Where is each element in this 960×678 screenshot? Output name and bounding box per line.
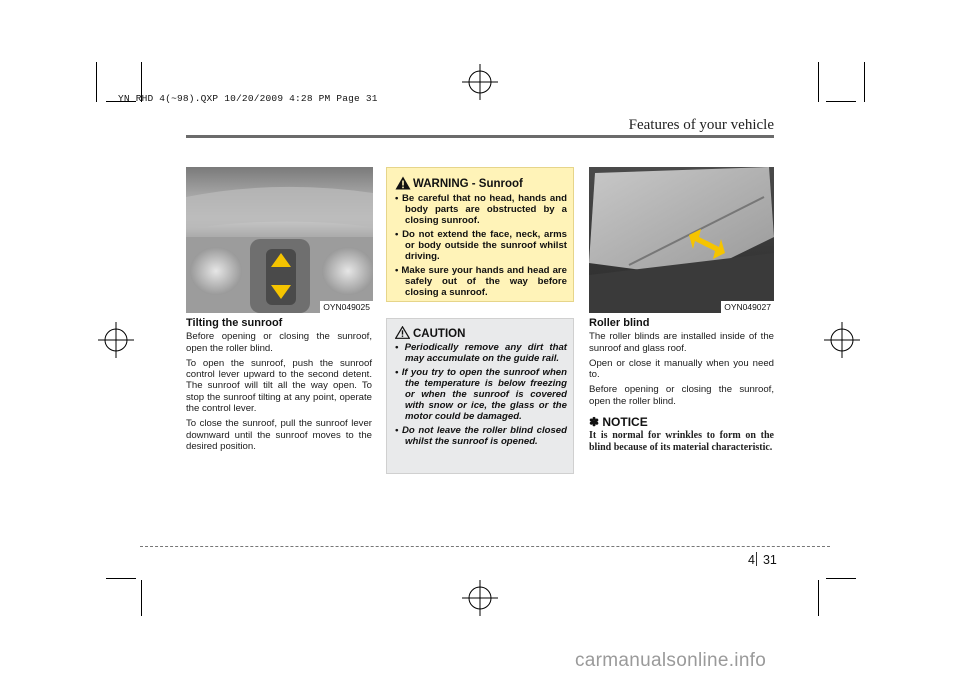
roller-blind-photo	[589, 167, 774, 313]
paragraph: To close the sunroof, pull the sunroof lever downward until the sunroof moves to the desired position.	[186, 418, 372, 452]
file-header: YN RHD 4(~98).QXP 10/20/2009 4:28 PM Page 31	[118, 93, 378, 104]
warning-list	[395, 193, 567, 301]
caution-item: • If you try to open the sunroof when the temperature is below freezing or when the sunroof is covered with snow or ice, the glass or the motor could be damaged.	[395, 367, 567, 422]
crop-mark	[106, 578, 136, 579]
right-column-text	[589, 318, 774, 453]
paragraph: Before opening or closing the sunroof, open the roller blind.	[589, 384, 774, 407]
paragraph: Open or close it manually when you need to.	[589, 357, 774, 381]
crop-mark	[818, 580, 819, 616]
footer-rule	[140, 546, 830, 547]
paragraph: Before opening or closing the sunroof, open the roller blind.	[186, 331, 372, 354]
tilting-sunroof-heading: Tilting the sunroof	[186, 317, 283, 329]
sunroof-control-photo	[186, 167, 373, 313]
warning-icon	[395, 176, 411, 190]
caution-box	[386, 318, 574, 474]
warning-title: WARNING - Sunroof	[413, 178, 523, 190]
page-number-separator	[756, 552, 757, 566]
paragraph: The roller blinds are installed inside of the sunroof and glass roof.	[589, 331, 774, 354]
caution-item: • Periodically remove any dirt that may accumulate on the guide rail.	[395, 342, 567, 364]
crop-mark	[818, 62, 819, 102]
notice-title: ✽ NOTICE	[589, 415, 648, 430]
crop-mark	[864, 62, 865, 102]
left-column-text	[186, 318, 372, 456]
section-title: Features of your vehicle	[628, 117, 774, 133]
registration-mark-icon	[460, 62, 500, 102]
registration-mark-icon	[460, 578, 500, 618]
photo-label: OYN049025	[320, 301, 373, 313]
caution-icon	[395, 326, 410, 339]
caution-item: • Do not leave the roller blind closed whilst the sunroof is opened.	[395, 425, 567, 447]
paragraph: To open the sunroof, push the sunroof control lever upward to the second detent. The sunroof will tilt all the way open. To stop the sunroof tilting at any point, operate the control lever.	[186, 357, 372, 415]
crop-mark	[826, 101, 856, 102]
sunroof-control-illustration	[186, 167, 373, 313]
caution-list	[395, 342, 567, 450]
warning-item: • Be careful that no head, hands and body parts are obstructed by a closing sunroof.	[395, 193, 567, 226]
roller-blind-heading: Roller blind	[589, 317, 650, 329]
warning-item: • Do not extend the face, neck, arms or body outside the sunroof whilst driving.	[395, 229, 567, 262]
warning-item: • Make sure your hands and head are safely out of the way before closing a sunroof.	[395, 265, 567, 298]
roller-blind-illustration	[589, 167, 774, 313]
registration-mark-icon	[822, 320, 862, 360]
photo-label: OYN049027	[721, 301, 774, 313]
watermark: carmanualsonline.info	[575, 650, 767, 671]
registration-mark-icon	[96, 320, 136, 360]
crop-mark	[96, 62, 97, 102]
crop-mark	[826, 578, 856, 579]
page-number	[748, 553, 777, 567]
warning-box	[386, 167, 574, 302]
crop-mark	[141, 580, 142, 616]
page-number-value: 31	[762, 553, 777, 567]
caution-title: CAUTION	[413, 328, 466, 340]
title-rule	[186, 135, 774, 138]
chapter-number: 4	[748, 553, 755, 567]
notice-text: It is normal for wrinkles to form on the blind because of its material characteristic.	[589, 430, 774, 453]
